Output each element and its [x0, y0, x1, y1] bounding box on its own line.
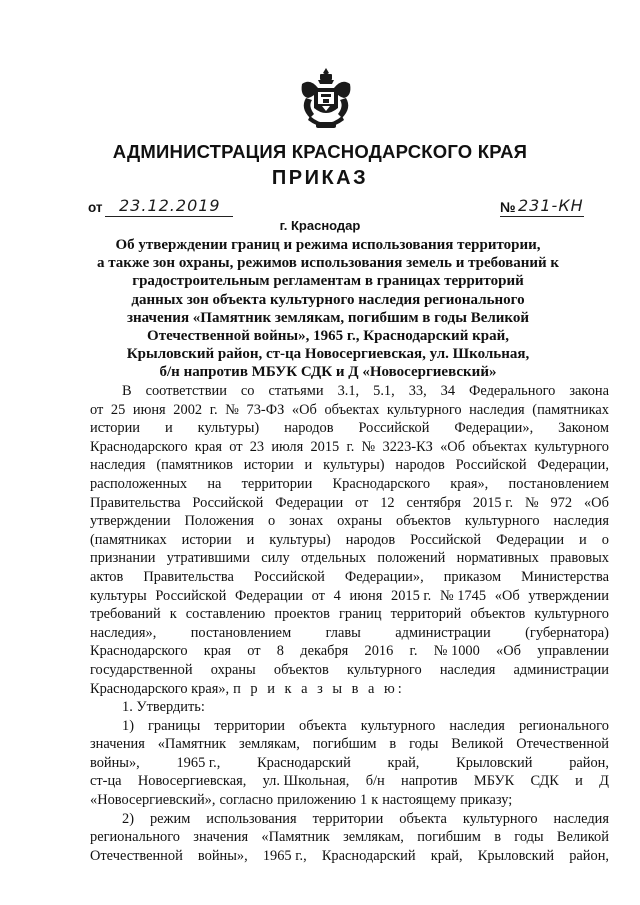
body-word: и — [164, 420, 173, 437]
body-line — [90, 587, 609, 606]
body-word: актов — [90, 568, 124, 585]
body-word: администрации — [395, 624, 491, 641]
body-word: СДК — [530, 773, 559, 790]
body-word: «Об — [494, 587, 520, 604]
body-word: напротив — [401, 773, 458, 790]
body-word: погибшим — [312, 736, 377, 753]
body-word: Российской — [358, 420, 430, 437]
body-word: Краснодарского — [332, 475, 431, 492]
body-word: народов — [345, 531, 396, 548]
body-word: расположенных — [90, 475, 188, 492]
body-word: культурного — [462, 810, 538, 827]
body-word: район, — [569, 847, 609, 864]
body-line — [90, 680, 609, 699]
body-word: ул. Школьная, — [262, 773, 350, 790]
body-word: проектов — [274, 606, 330, 623]
body-word: объектов — [470, 606, 526, 623]
body-word: народов — [395, 457, 445, 474]
body-word: июня — [349, 587, 383, 604]
body-word: «Об — [291, 401, 317, 418]
body-word: культурного — [360, 717, 436, 734]
body-line — [90, 475, 609, 494]
body-word: В — [122, 383, 132, 399]
body-word: ст-ца — [90, 773, 122, 790]
date-from-label: от — [88, 200, 103, 215]
body-word: № — [225, 401, 239, 418]
handwritten-number: 231-КН — [518, 196, 584, 215]
body-line — [90, 847, 609, 866]
body-word: народов — [284, 420, 334, 437]
body-word: войны», — [90, 754, 140, 771]
body-word: 5.1, — [373, 383, 395, 399]
number-sign: № — [500, 199, 516, 215]
body-word: наследия — [553, 810, 609, 827]
city-name: г. Краснодар — [279, 218, 361, 233]
body-word: силу — [261, 550, 290, 567]
body-word: 1) — [122, 717, 134, 734]
body-word: главы — [325, 624, 361, 641]
title-line: Отечественной войны», 1965 г., Краснодарский край, — [147, 328, 509, 345]
body-word: Крыловский — [456, 754, 533, 771]
body-word: «Памятник — [157, 736, 227, 753]
body-line — [90, 624, 609, 643]
body-word: п р и к а з ы в а ю: — [233, 680, 405, 697]
body-word: погибшим — [417, 829, 481, 846]
body-word: Правительства — [90, 494, 181, 511]
body-line — [90, 735, 609, 754]
body-word: Федерации», — [454, 420, 534, 437]
body-word: отдельных — [301, 550, 367, 567]
body-word: Великой — [556, 829, 609, 846]
body-word: от — [311, 587, 325, 604]
body-word: край, — [430, 847, 463, 864]
body-line — [90, 828, 609, 847]
body-word: годы — [514, 829, 544, 846]
body-word: 2015 г. — [472, 494, 514, 511]
body-word: Федерации — [235, 587, 303, 604]
body-line — [90, 531, 609, 550]
body-word: Федерации — [496, 531, 565, 548]
body-line — [90, 754, 609, 773]
body-word: Российской — [455, 457, 527, 474]
body-word: значения — [193, 829, 249, 846]
body-word: края — [194, 438, 222, 455]
body-word: приказу; — [460, 792, 513, 809]
body-word: использования — [206, 810, 297, 827]
body-word: от — [247, 643, 261, 660]
body-word: «Об — [583, 494, 609, 511]
body-word: истории — [243, 457, 294, 474]
body-word: № — [361, 438, 376, 455]
title-line: градостроительным регламентам в границах территорий — [132, 273, 524, 290]
body-word: МБУК — [473, 773, 515, 790]
body-word: Краснодарский — [321, 847, 416, 864]
body-word: «Памятник — [261, 829, 330, 846]
body-word: край, — [387, 754, 420, 771]
body-word: Российской — [155, 587, 227, 604]
body-word: 8 — [276, 643, 284, 660]
body-line — [90, 549, 609, 568]
body-word: территории — [214, 717, 285, 734]
body-line — [90, 661, 609, 680]
body-word: объектах — [324, 401, 380, 418]
body-word: культурного — [534, 438, 609, 455]
body-word: Правительства — [143, 568, 234, 585]
body-word: со — [240, 383, 255, 399]
body-word: правовых — [550, 550, 609, 567]
body-word: наследия — [439, 661, 496, 678]
body-word: и — [246, 531, 255, 548]
body-word: 2015 — [310, 438, 340, 455]
body-word: о — [601, 531, 609, 548]
body-word: Великой — [451, 736, 504, 753]
body-word: г. — [209, 401, 218, 418]
body-word: 972 — [550, 494, 573, 511]
body-word: составлению — [185, 606, 266, 623]
body-word: Д — [599, 773, 609, 790]
body-word: к — [371, 792, 379, 809]
body-line — [90, 717, 609, 736]
body-word: постановлением — [190, 624, 292, 641]
body-word: истории — [181, 531, 232, 548]
body-word: наследия — [90, 457, 146, 474]
body-word: 2002 — [173, 401, 203, 418]
body-word: культурного — [464, 513, 540, 530]
body-word: Законом — [558, 420, 609, 437]
body-word: (памятниках — [532, 401, 609, 418]
body-word: 12 — [380, 494, 395, 511]
handwritten-date: 23.12.2019 — [119, 196, 221, 215]
body-word: Федерации — [275, 494, 344, 511]
body-word: Новосергиевская, — [137, 773, 247, 790]
body-word: культуры) — [323, 457, 385, 474]
body-word: нормативных — [456, 550, 539, 567]
body-word: 23 — [249, 438, 265, 455]
body-word: (губернатора) — [525, 624, 609, 641]
body-word: сентября — [406, 494, 461, 511]
body-word: и — [579, 531, 587, 548]
body-word: культурного — [386, 401, 462, 418]
body-word: декабря — [300, 643, 349, 660]
body-word: район, — [569, 754, 609, 771]
body-word: 73-ФЗ — [246, 401, 285, 418]
body-word: территорий — [390, 606, 462, 623]
body-word: «Об — [496, 643, 521, 660]
body-word: войны», — [197, 847, 248, 864]
body-word: положений — [377, 550, 446, 567]
body-word: государственной — [90, 661, 193, 678]
body-line — [90, 605, 609, 624]
body-word: Крыловский — [477, 847, 555, 864]
body-line — [90, 401, 609, 420]
body-word: культуры) — [269, 531, 331, 548]
body-word: Федерации, — [537, 457, 609, 474]
body-word: территории — [312, 810, 384, 827]
body-word: Российской — [253, 568, 325, 585]
body-word: наследия — [553, 513, 609, 530]
body-word: признании — [90, 550, 156, 567]
body-word: Министерства — [521, 568, 609, 585]
body-word: наследия», — [90, 624, 157, 641]
body-word: Положения — [184, 513, 255, 530]
body-word: «Новосергиевский», — [90, 792, 216, 809]
body-word: Российской — [192, 494, 264, 511]
title-line: Крыловский район, ст-ца Новосергиевская, ул. Школьная, — [126, 346, 530, 363]
body-word: землякам, — [239, 736, 300, 753]
body-word: утверждении — [528, 587, 609, 604]
body-word: Краснодарского — [90, 438, 188, 455]
body-word: о — [267, 513, 276, 530]
body-word: 1965 г., — [176, 754, 221, 771]
krasnodar-coat-of-arms-emblem — [296, 66, 356, 132]
body-line — [90, 568, 609, 587]
body-word: закона — [569, 383, 609, 399]
body-word: 2015 г. — [391, 587, 432, 604]
title-line: Об утверждении границ и режима использования территории, — [115, 237, 541, 253]
body-word: в — [389, 736, 397, 753]
body-word: г. — [409, 643, 418, 660]
body-word: администрации — [513, 661, 609, 678]
title-line: а также зон охраны, режимов использования земель и требований к — [96, 255, 560, 272]
date-field — [105, 196, 233, 217]
body-line — [90, 791, 609, 810]
body-word: культурного — [346, 661, 422, 678]
document-type: ПРИКАЗ — [271, 167, 369, 189]
body-word: Отечественной — [90, 847, 183, 864]
body-word: регионального — [518, 717, 609, 734]
body-word: № — [524, 494, 539, 511]
body-word: Отечественной — [516, 736, 609, 753]
body-word: Краснодарского края», — [90, 680, 230, 697]
body-word: от — [229, 438, 243, 455]
body-word: наследия — [469, 401, 525, 418]
body-line — [90, 642, 609, 661]
body-word: утратившими — [166, 550, 250, 567]
body-word: культуры) — [197, 420, 260, 437]
body-word: края — [203, 643, 231, 660]
body-word: 2016 — [364, 643, 394, 660]
title-line: данных зон объекта культурного наследия регионального — [131, 291, 525, 308]
body-line — [90, 419, 609, 438]
body-word: зонах — [289, 513, 324, 530]
body-word: объекта — [399, 810, 447, 827]
body-word: и — [304, 457, 313, 474]
body-word: 33, — [408, 383, 427, 399]
body-word: истории — [90, 420, 140, 437]
body-word: «Об — [440, 438, 466, 455]
body-line — [90, 698, 609, 717]
title-line: б/н напротив МБУК СДК и Д «Новосергиевский» — [159, 364, 497, 381]
body-word: объектах — [472, 438, 528, 455]
body-word: 1. Утвердить: — [122, 699, 205, 716]
body-word: согласно — [219, 792, 274, 809]
body-word: июня — [132, 401, 166, 418]
body-word: приказом — [443, 568, 502, 585]
body-word: приложению — [277, 792, 356, 809]
body-word: г. — [346, 438, 355, 455]
body-line — [90, 456, 609, 475]
body-word: охраны — [337, 513, 383, 530]
body-word: 25 — [110, 401, 126, 418]
body-word: утверждении — [90, 513, 171, 530]
body-line — [90, 512, 609, 531]
body-word: значения — [90, 736, 145, 753]
body-line — [90, 772, 609, 791]
body-word: Краснодарского — [90, 643, 188, 660]
body-word: годы — [409, 736, 439, 753]
body-word: 1 — [360, 792, 368, 809]
body-word: Федерации», — [344, 568, 424, 585]
body-word: 4 — [333, 587, 341, 604]
body-word: к — [169, 606, 177, 623]
body-word: на — [207, 475, 222, 492]
body-word: 3223-КЗ — [382, 438, 433, 455]
body-word: 2) — [122, 810, 134, 827]
body-word: (памятниках — [90, 531, 167, 548]
body-word: регионального — [90, 829, 180, 846]
body-word: б/н — [365, 773, 385, 790]
body-word: режим — [149, 810, 191, 827]
body-word: настоящему — [382, 792, 457, 809]
body-word: охраны — [210, 661, 256, 678]
body-word: № 1000 — [433, 643, 480, 660]
body-word: 1965 г., — [262, 847, 307, 864]
body-word: статьями — [268, 383, 324, 399]
body-word: требований — [90, 606, 161, 623]
body-word: границы — [148, 717, 201, 734]
body-word: границ — [338, 606, 382, 623]
body-word: объекта — [299, 717, 347, 734]
body-word: Российской — [410, 531, 482, 548]
title-line: значения «Памятник землякам, погибшим в годы Великой — [126, 309, 530, 326]
body-word: от — [90, 401, 104, 418]
body-word: июля — [271, 438, 304, 455]
body-line — [90, 810, 609, 829]
body-word: постановлением — [508, 475, 609, 492]
body-word: в — [494, 829, 501, 846]
body-word: землякам, — [343, 829, 404, 846]
body-word: культуры — [90, 587, 147, 604]
body-word: объектов — [396, 513, 451, 530]
body-line — [90, 382, 609, 401]
body-word: и — [575, 773, 583, 790]
body-word: наследия — [449, 717, 505, 734]
body-word: 34 — [440, 383, 456, 399]
body-word: культурного — [534, 606, 609, 623]
body-word: № 1745 — [439, 587, 487, 604]
body-line — [90, 438, 609, 457]
body-word: соответствии — [145, 383, 227, 399]
body-word: края», — [450, 475, 489, 492]
body-word: управлении — [537, 643, 609, 660]
body-word: от — [355, 494, 369, 511]
body-word: Краснодарский — [257, 754, 351, 771]
body-word: (памятников — [156, 457, 233, 474]
document-body — [90, 382, 609, 865]
body-word: 3.1, — [337, 383, 360, 399]
document-title — [86, 236, 570, 382]
body-line — [90, 494, 609, 513]
body-word: Федерального — [469, 383, 556, 399]
number-field — [500, 196, 584, 217]
body-word: объектов — [273, 661, 329, 678]
body-word: территории — [241, 475, 313, 492]
organization-name: АДМИНИСТРАЦИЯ КРАСНОДАРСКОГО КРАЯ — [112, 141, 528, 162]
